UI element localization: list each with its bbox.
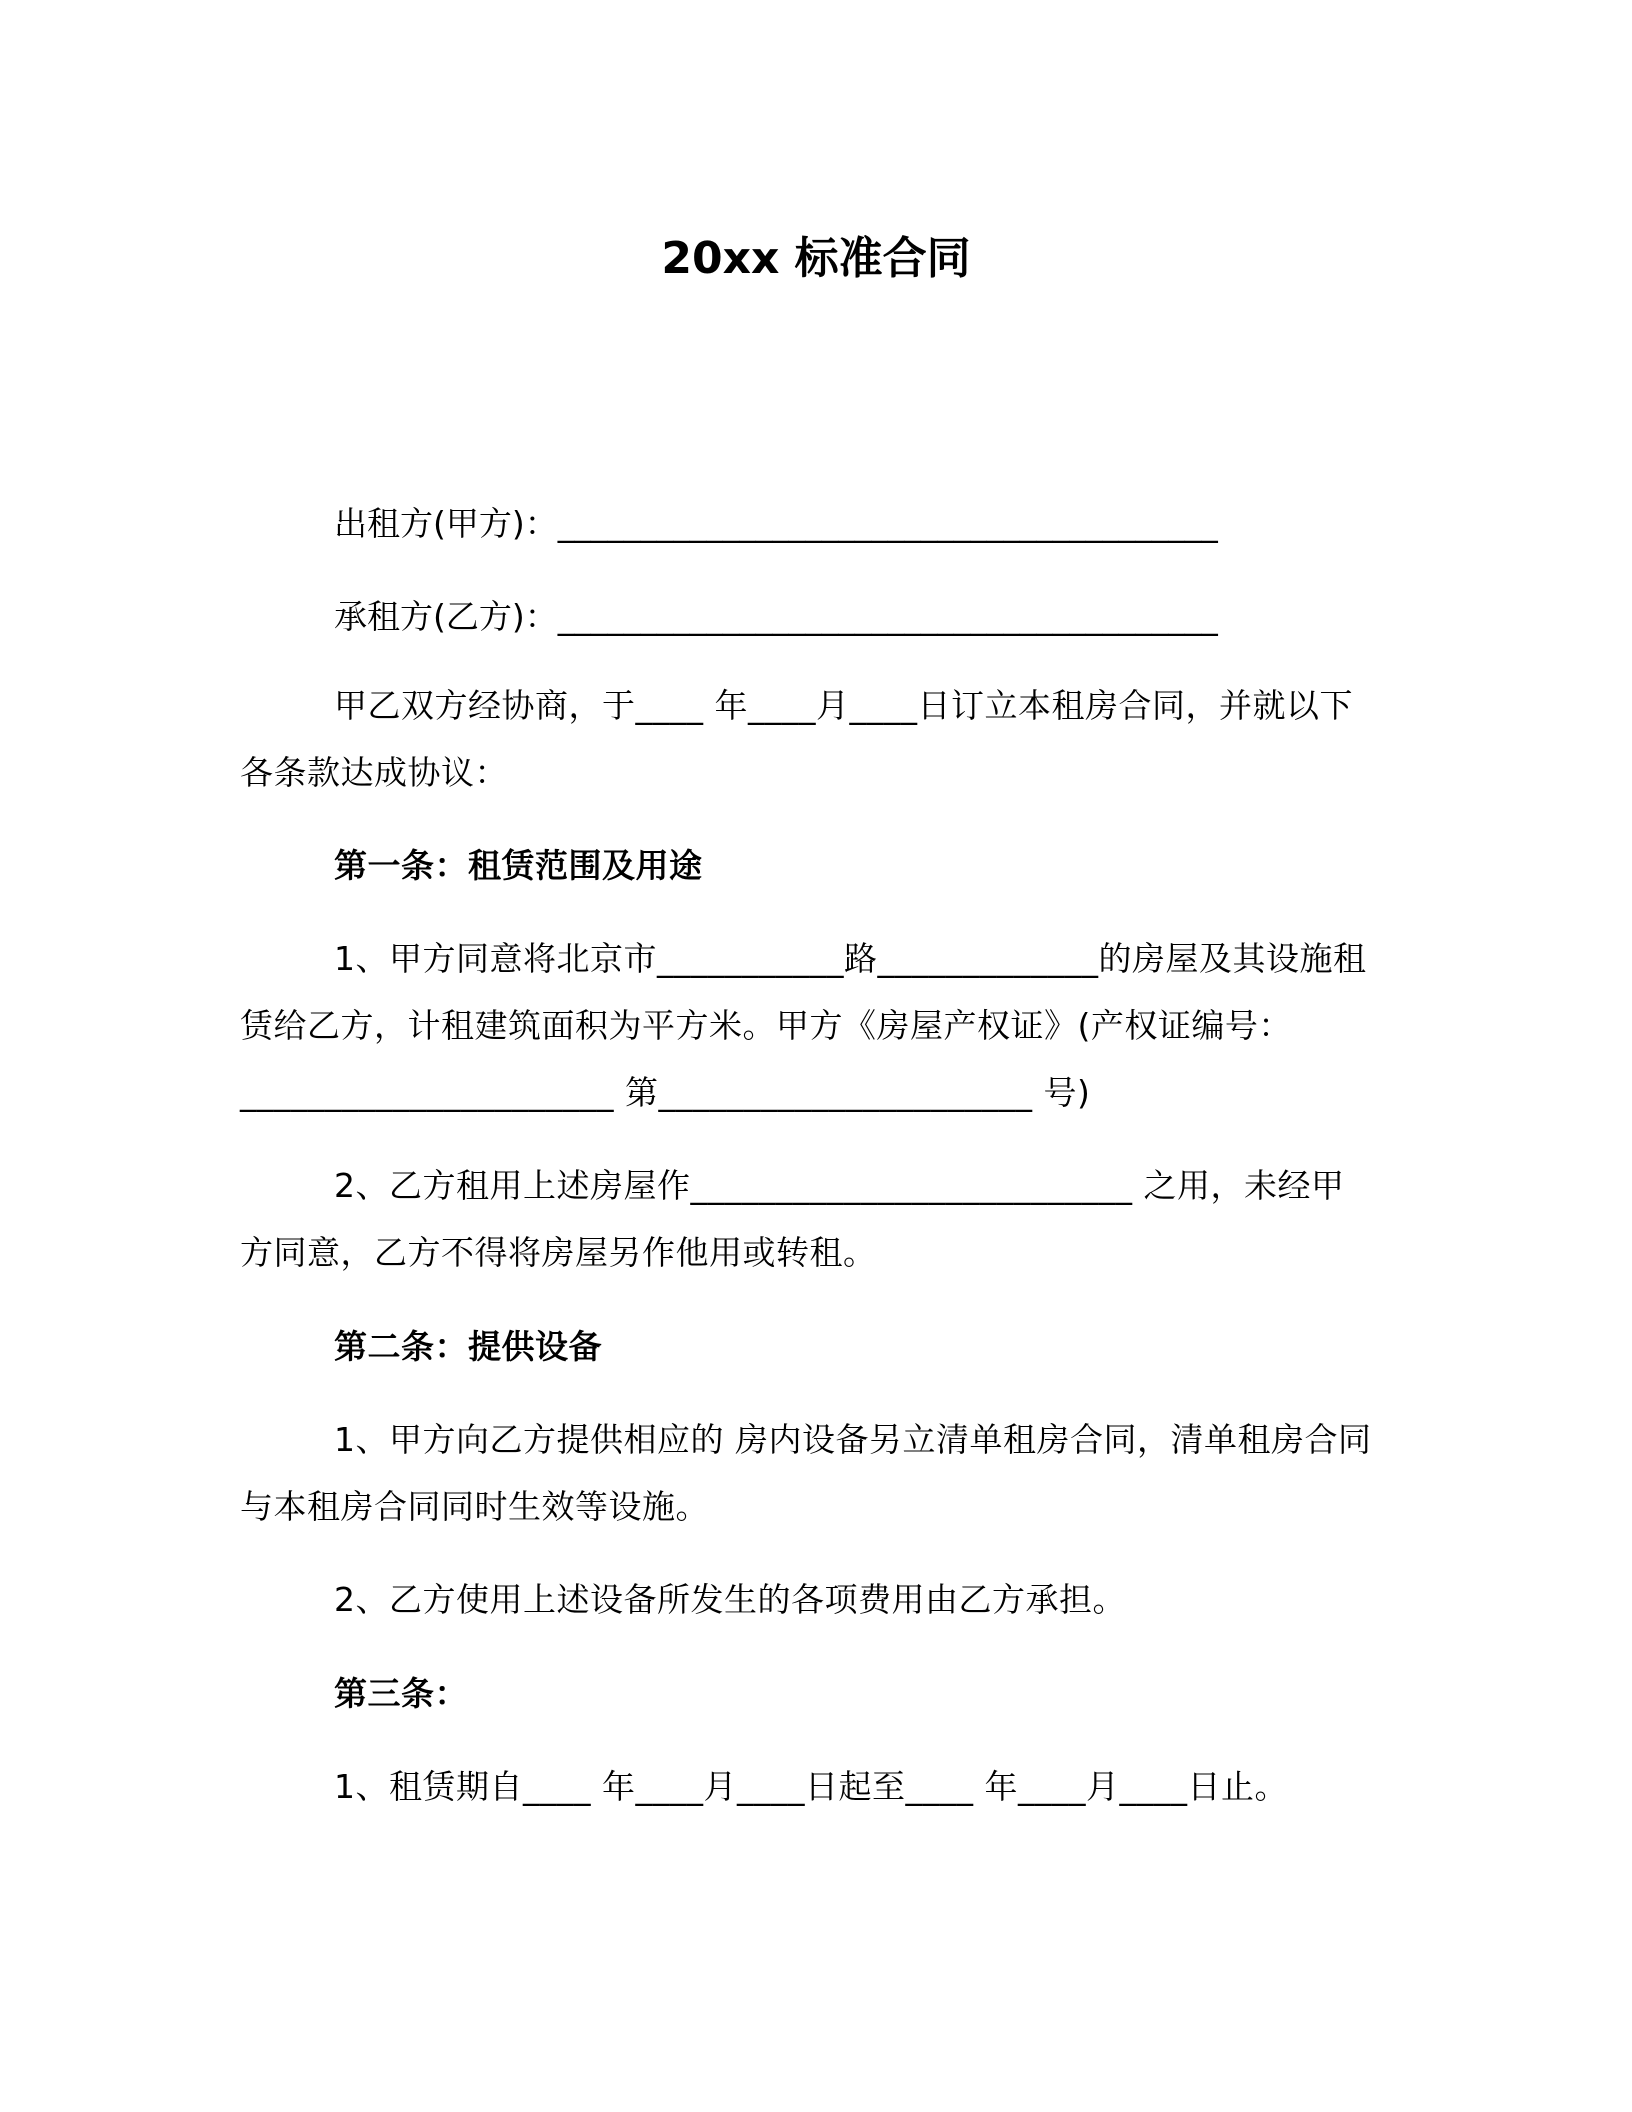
article-1-heading: 第一条：租赁范围及用途 bbox=[334, 846, 703, 885]
lessor-line: 出租方(甲方)：________________________________________ bbox=[334, 504, 1218, 543]
article-2-clause-1: 1、甲方向乙方提供相应的 房内设备另立清单租房合同，清单租房合同与本租房合同同时生效等设施。 bbox=[240, 1420, 1372, 1526]
article-1-clause-1: 1、甲方同意将北京市___________路_____________的房屋及其设施租赁给乙方，计租建筑面积为平方米。甲方《房屋产权证》(产权证编号：______________________ 第______________________ 号) bbox=[240, 939, 1367, 1112]
document-title: 20xx 标准合同 bbox=[661, 233, 971, 284]
article-1-clause-2: 2、乙方租用上述房屋作__________________________ 之用，未经甲方同意，乙方不得将房屋另作他用或转租。 bbox=[240, 1166, 1345, 1272]
lessee-line: 承租方(乙方)：________________________________________ bbox=[334, 597, 1218, 636]
article-2-heading: 第二条：提供设备 bbox=[334, 1327, 602, 1366]
article-3-heading: 第三条： bbox=[334, 1674, 468, 1713]
article-2-clause-2: 2、乙方使用上述设备所发生的各项费用由乙方承担。 bbox=[334, 1580, 1126, 1619]
intro-paragraph: 甲乙双方经协商，于____ 年____月____日订立本租房合同，并就以下各条款达成协议： bbox=[240, 686, 1353, 792]
article-3-clause-1: 1、租赁期自____ 年____月____日起至____ 年____月____日止。 bbox=[334, 1767, 1288, 1806]
